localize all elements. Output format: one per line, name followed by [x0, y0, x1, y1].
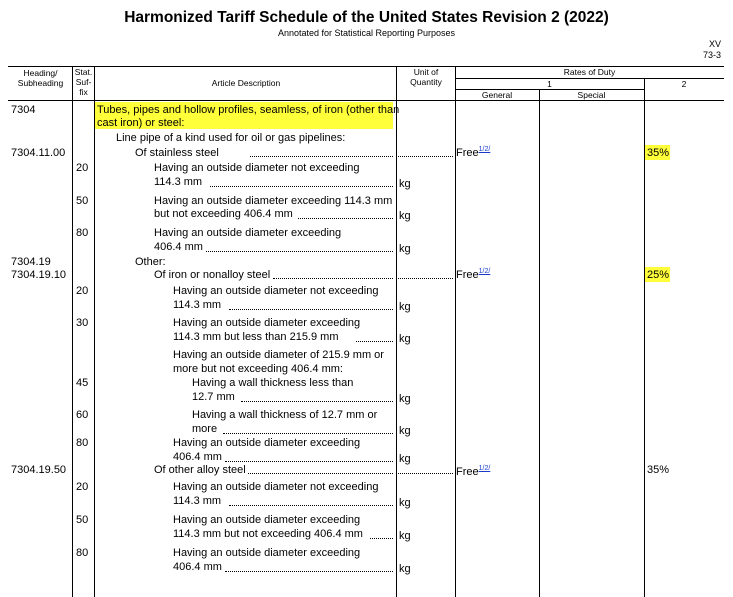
general-rate-7304-19-50: Free$^{1/2/}$ — [456, 465, 491, 478]
page-number: 73-3 — [702, 50, 721, 60]
col-header-unit: Unit of Quantity — [410, 67, 442, 87]
footnote-link[interactable]: 1/2/ — [478, 465, 491, 472]
stat-suffix: 80 — [76, 437, 89, 449]
desc-line: 114.3 mm — [173, 495, 222, 507]
stat-suffix: 30 — [76, 317, 89, 329]
unit-of-quantity: kg — [399, 243, 411, 255]
stat-suffix: 80 — [76, 547, 89, 559]
leader-dots — [248, 473, 393, 474]
col-header-stat: Stat. Suf- fix — [74, 67, 93, 97]
leader-dots — [356, 341, 393, 342]
desc-line: 406.4 mm — [173, 561, 222, 573]
unit-of-quantity: kg — [399, 178, 411, 190]
col-divider-heading — [72, 66, 73, 597]
desc-line: Having a wall thickness of 12.7 mm or — [192, 409, 378, 421]
heading-7304: 7304 — [11, 104, 36, 116]
subheading-7304-11-00: 7304.11.00 — [11, 147, 66, 159]
desc-line: more — [192, 423, 218, 435]
unit-of-quantity: kg — [399, 301, 411, 313]
desc-other: Other: — [135, 256, 166, 268]
desc-line: 114.3 mm but not exceeding 406.4 mm — [173, 528, 363, 540]
section-number: XV — [708, 39, 721, 49]
col2-rate-7304-19-10: 25% — [647, 269, 670, 281]
leader-dots — [398, 156, 453, 157]
desc-line: 406.4 mm — [154, 241, 203, 253]
col-divider-stat — [94, 66, 95, 597]
leader-dots — [206, 251, 393, 252]
col2-rate-7304-11-00: 35% — [647, 147, 670, 159]
col-header-description: Article Description — [211, 78, 281, 88]
stat-suffix: 45 — [76, 377, 89, 389]
leader-dots — [229, 309, 393, 310]
desc-7304-line2: cast iron) or steel: — [97, 117, 185, 129]
desc-line: Having an outside diameter not exceeding — [173, 481, 379, 493]
leader-dots — [225, 461, 393, 462]
unit-of-quantity: kg — [399, 530, 411, 542]
desc-line: 12.7 mm — [192, 391, 235, 403]
desc-line: Having an outside diameter exceeding — [173, 437, 361, 449]
general-rate-7304-19-10: Free$^{1/2/}$ — [456, 268, 491, 281]
subheading-7304-19-50: 7304.19.50 — [11, 464, 67, 476]
desc-line: 406.4 mm — [173, 451, 222, 463]
document-subtitle: Annotated for Statistical Reporting Purposes — [277, 28, 456, 38]
unit-of-quantity: kg — [399, 333, 411, 345]
desc-line: Having an outside diameter exceeding 114.3 mm — [154, 195, 393, 207]
general-rate-7304-11-00: Free$^{1/2/}$ — [456, 146, 491, 159]
page-marker — [703, 39, 721, 61]
col-header-special: Special — [577, 90, 606, 100]
col-header-general: General — [481, 90, 513, 100]
footnote-link[interactable]: 1/2/ — [478, 268, 491, 275]
leader-dots — [398, 473, 453, 474]
col-divider-general — [539, 89, 540, 597]
desc-stainless: Of stainless steel — [135, 147, 219, 159]
desc-line: Having a wall thickness less than — [192, 377, 354, 389]
desc-line: more but not exceeding 406.4 mm: — [173, 363, 343, 375]
desc-line: Having an outside diameter not exceeding — [154, 162, 360, 174]
desc-line: Having an outside diameter exceeding — [173, 547, 361, 559]
desc-line: 114.3 mm but less than 215.9 mm — [173, 331, 339, 343]
desc-line: Having an outside diameter exceeding — [173, 514, 361, 526]
desc-7304-line1: Tubes, pipes and hollow profiles, seamless, of iron (other than — [97, 104, 400, 116]
document-title: Harmonized Tariff Schedule of the United States Revision 2 (2022) — [124, 9, 609, 26]
desc-alloy: Of other alloy steel — [154, 464, 246, 476]
footnote-link[interactable]: 1/2/ — [478, 146, 491, 153]
unit-of-quantity: kg — [399, 210, 411, 222]
leader-dots — [298, 218, 393, 219]
stat-suffix: 50 — [76, 514, 89, 526]
desc-line: 114.3 mm — [154, 176, 203, 188]
unit-of-quantity: kg — [399, 563, 411, 575]
leader-dots — [370, 538, 393, 539]
stat-suffix: 20 — [76, 162, 89, 174]
stat-suffix: 50 — [76, 195, 89, 207]
desc-line: Having an outside diameter exceeding — [154, 227, 342, 239]
unit-of-quantity: kg — [399, 453, 411, 465]
leader-dots — [210, 186, 393, 187]
leader-dots — [241, 401, 393, 402]
leader-dots — [273, 278, 393, 279]
col2-rate-7304-19-50: 35% — [647, 464, 670, 476]
desc-line: 114.3 mm — [173, 299, 222, 311]
leader-dots — [225, 571, 393, 572]
subheading-7304-19-10: 7304.19.10 — [11, 269, 67, 281]
stat-suffix: 60 — [76, 409, 89, 421]
leader-dots — [250, 156, 393, 157]
leader-dots — [223, 433, 393, 434]
desc-line: Having an outside diameter exceeding — [173, 317, 361, 329]
col-header-rate1: 1 — [547, 79, 552, 89]
desc-iron: Of iron or nonalloy steel — [154, 269, 271, 281]
unit-of-quantity: kg — [399, 497, 411, 509]
unit-of-quantity: kg — [399, 425, 411, 437]
col-header-col2: 2 — [681, 79, 687, 89]
header-bottom-rule — [8, 100, 724, 101]
subheading-7304-19: 7304.19 — [11, 256, 51, 268]
stat-suffix: 20 — [76, 481, 89, 493]
desc-line: but not exceeding 406.4 mm — [154, 208, 293, 220]
col-header-rates: Rates of Duty — [563, 67, 616, 77]
desc-line: Having an outside diameter of 215.9 mm or — [173, 349, 384, 361]
col-header-heading: Heading/ Subheading — [17, 68, 64, 88]
stat-suffix: 20 — [76, 285, 89, 297]
leader-dots — [398, 278, 453, 279]
unit-of-quantity: kg — [399, 393, 411, 405]
desc-line: Having an outside diameter not exceeding — [173, 285, 379, 297]
stat-suffix: 80 — [76, 227, 89, 239]
desc-line-pipe: Line pipe of a kind used for oil or gas pipelines: — [116, 132, 346, 144]
leader-dots — [229, 505, 393, 506]
col-divider-desc — [396, 66, 397, 597]
